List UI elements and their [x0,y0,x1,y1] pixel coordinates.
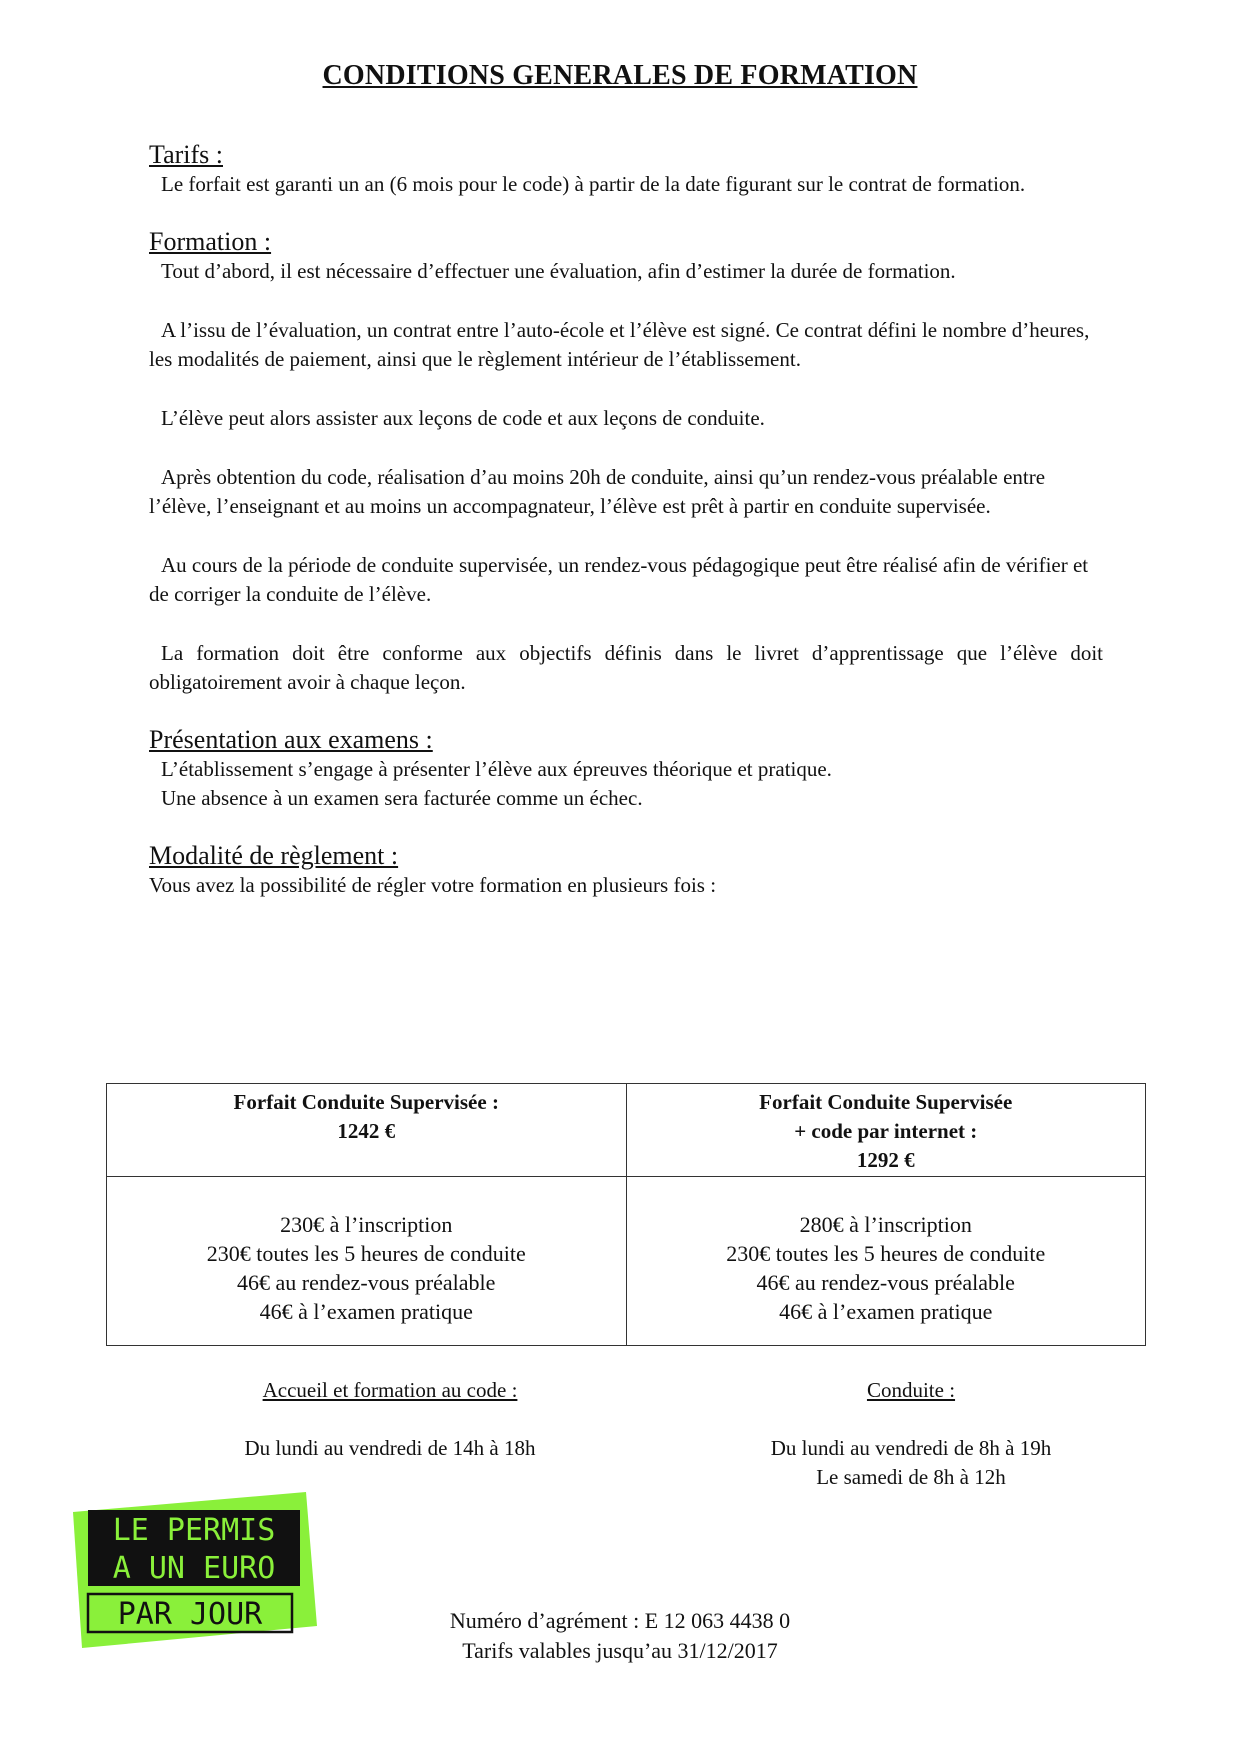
header-line: + code par internet : [794,1119,978,1143]
agrement-number: Numéro d’agrément : E 12 063 4438 0 [449,1608,791,1633]
tarifs-validity: Tarifs valables jusqu’au 31/12/2017 [462,1638,778,1663]
formation-paragraph-4: Après obtention du code, réalisation d’au moins 20h de conduite, ainsi qu’un rendez-vous préalable entre l’élève, l’enseignant et au moins un accompagnateur, l’élève est prêt à partir en conduite supervisée. [149,465,1046,518]
pricing-body-row [107,1177,1146,1346]
formation-paragraph-5: Au cours de la période de conduite supervisée, un rendez-vous pédagogique peut être réalisé afin de vérifier et de corriger la conduite de l’élève. [149,553,1089,606]
pricing-header-supervisee-code [626,1084,1146,1177]
footer [360,1606,880,1666]
hours-code-line: Du lundi au vendredi de 14h à 18h [244,1436,536,1460]
page-title: CONDITIONS GENERALES DE FORMATION [322,60,918,91]
formation-paragraph-3: L’élève peut alors assister aux leçons de code et aux leçons de conduite. [161,406,765,430]
pricing-items-supervisee [107,1177,627,1346]
payment-item: 230€ toutes les 5 heures de conduite [726,1241,1046,1266]
payment-item: 230€ toutes les 5 heures de conduite [206,1241,526,1266]
hours-conduite-line: Le samedi de 8h à 12h [816,1465,1006,1489]
section-heading-reglement: Modalité de règlement : [149,841,399,870]
header-price: 1292 € [856,1148,915,1172]
section-heading-formation: Formation : [149,227,272,256]
reglement-text: Vous avez la possibilité de régler votre formation en plusieurs fois : [149,873,717,897]
payment-item: 46€ au rendez-vous préalable [237,1270,496,1295]
hours-code [110,1376,670,1463]
examens-line-1: L’établissement s’engage à présenter l’élève aux épreuves théorique et pratique. [161,757,832,781]
hours-conduite-line: Du lundi au vendredi de 8h à 19h [770,1436,1052,1460]
logo-line-1: LE PERMIS [112,1513,276,1548]
pricing-header-supervisee [107,1084,627,1177]
formation-paragraph-1: Tout d’abord, il est nécessaire d’effectuer une évaluation, afin d’estimer la durée de formation. [161,259,956,283]
logo-line-2: A UN EURO [112,1551,276,1586]
formation-paragraph-6: La formation doit être conforme aux objectifs définis dans le livret d’apprentissage que l’élève doit obligatoirement avoir à chaque leçon. [149,641,1103,694]
payment-item: 46€ à l’examen pratique [259,1299,473,1324]
hours-conduite [631,1376,1191,1492]
header-price: 1242 € [337,1119,396,1143]
hours-conduite-heading: Conduite : [866,1378,956,1402]
pricing-items-supervisee-code [626,1177,1146,1346]
section-heading-examens: Présentation aux examens : [149,725,433,754]
hours-code-heading: Accueil et formation au code : [262,1378,518,1402]
section-heading-tarifs: Tarifs : [149,140,223,169]
payment-item: 46€ au rendez-vous préalable [756,1270,1015,1295]
document-body [149,140,1103,900]
pricing-table [106,1083,1146,1346]
permis-logo [70,1490,320,1650]
formation-paragraph-2: A l’issu de l’évaluation, un contrat entre l’auto-école et l’élève est signé. Ce contrat défini le nombre d’heures, les modalités de paiement, ainsi que le règlement intérieur de l’établissement. [149,318,1090,371]
payment-item: 280€ à l’inscription [799,1212,972,1237]
examens-line-2: Une absence à un examen sera facturée comme un échec. [161,786,643,810]
pricing-header-row [107,1084,1146,1177]
header-line: Forfait Conduite Supervisée : [233,1090,499,1114]
header-line: Forfait Conduite Supervisée [759,1090,1013,1114]
tarifs-text: Le forfait est garanti un an (6 mois pour le code) à partir de la date figurant sur le contrat de formation. [161,172,1026,196]
logo-line-3: PAR JOUR [117,1597,263,1632]
payment-item: 46€ à l’examen pratique [779,1299,993,1324]
payment-item: 230€ à l’inscription [280,1212,453,1237]
